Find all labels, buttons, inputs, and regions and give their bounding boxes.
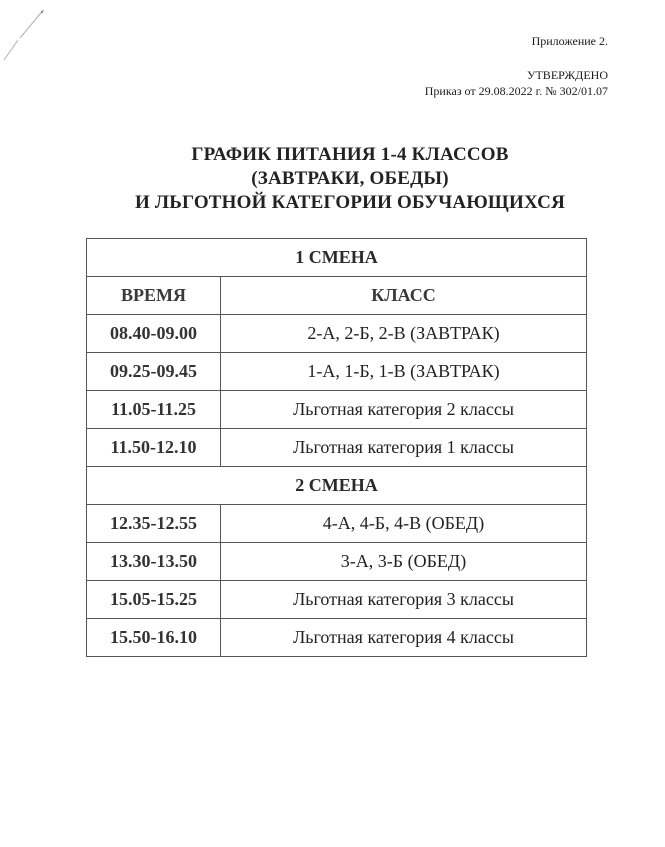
time-cell: 15.05-15.25: [87, 581, 221, 619]
time-cell: 09.25-09.45: [87, 353, 221, 391]
class-cell: 4-А, 4-Б, 4-В (ОБЕД): [221, 505, 587, 543]
shift-1-header-row: [87, 239, 587, 277]
table-row: [87, 315, 587, 353]
shift-2-label: 2 СМЕНА: [87, 467, 587, 505]
document-title: [100, 143, 600, 215]
column-header-class: КЛАСС: [221, 277, 587, 315]
time-cell: 13.30-13.50: [87, 543, 221, 581]
approved-label: УТВЕРЖДЕНО: [526, 68, 608, 82]
time-cell: 15.50-16.10: [87, 619, 221, 657]
time-cell: 11.05-11.25: [87, 391, 221, 429]
class-cell: 3-А, 3-Б (ОБЕД): [221, 543, 587, 581]
table-row: [87, 429, 587, 467]
column-header-row: [87, 277, 587, 315]
shift-1-label: 1 СМЕНА: [87, 239, 587, 277]
title-line-1: ГРАФИК ПИТАНИЯ 1-4 КЛАССОВ: [191, 144, 509, 165]
time-cell: 08.40-09.00: [87, 315, 221, 353]
table-row: [87, 505, 587, 543]
class-cell: 1-А, 1-Б, 1-В (ЗАВТРАК): [221, 353, 587, 391]
order-reference: Приказ от 29.08.2022 г. № 302/01.07: [424, 84, 608, 98]
class-cell: Льготная категория 2 классы: [221, 391, 587, 429]
scan-artifact-mark: [0, 0, 60, 80]
table-row: [87, 543, 587, 581]
class-cell: Льготная категория 4 классы: [221, 619, 587, 657]
table-row: [87, 353, 587, 391]
time-cell: 12.35-12.55: [87, 505, 221, 543]
table-row: [87, 619, 587, 657]
class-cell: Льготная категория 1 классы: [221, 429, 587, 467]
time-cell: 11.50-12.10: [87, 429, 221, 467]
table-row: [87, 391, 587, 429]
class-cell: 2-А, 2-Б, 2-В (ЗАВТРАК): [221, 315, 587, 353]
meal-schedule-table: [86, 238, 587, 657]
table-row: [87, 581, 587, 619]
class-cell: Льготная категория 3 классы: [221, 581, 587, 619]
title-line-2: (ЗАВТРАКИ, ОБЕДЫ): [251, 168, 449, 189]
shift-2-header-row: [87, 467, 587, 505]
appendix-label: Приложение 2.: [531, 34, 608, 48]
column-header-time: ВРЕМЯ: [87, 277, 221, 315]
title-line-3: И ЛЬГОТНОЙ КАТЕГОРИИ ОБУЧАЮЩИХСЯ: [134, 192, 566, 213]
approval-block: [425, 67, 608, 99]
